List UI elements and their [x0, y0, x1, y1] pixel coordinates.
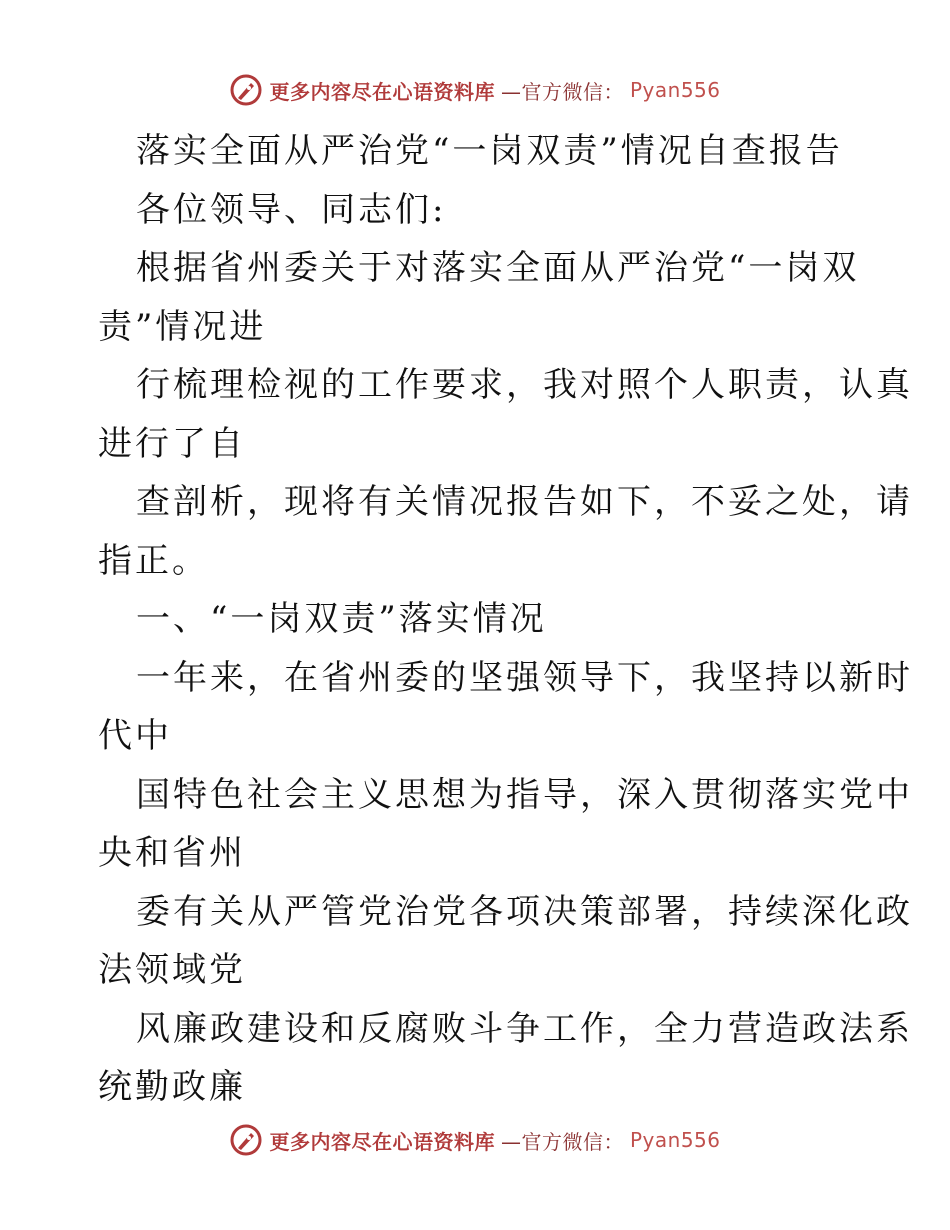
paragraph-line: 根据省州委关于对落实全面从严治党“一岗双 [136, 248, 860, 288]
pen-logo-icon [229, 1123, 263, 1157]
footer-banner [0, 1120, 950, 1160]
paragraph-line: 法领域党 [98, 950, 246, 990]
paragraph-line: 风廉政建设和反腐败斗争工作，全力营造政法系 [136, 1008, 913, 1049]
paragraph-line: 委有关从严管党治党各项决策部署，持续深化政 [136, 891, 913, 932]
section-heading: 一、“一岗双责”落实情况 [136, 599, 547, 639]
paragraph-line: 查剖析，现将有关情况报告如下，不妥之处，请 [136, 482, 913, 522]
paragraph-line: 一年来，在省州委的坚强领导下，我坚持以新时 [136, 657, 913, 698]
paragraph-line: 进行了自 [98, 423, 246, 464]
banner-text-id: Pyan556 [629, 78, 721, 102]
paragraph-line: 行梳理检视的工作要求，我对照个人职责，认真 [136, 365, 913, 405]
paragraph-line: 代中 [98, 716, 172, 756]
paragraph-line: 指正。 [98, 540, 209, 581]
paragraph-line: 统勤政廉 [98, 1067, 246, 1107]
banner-text-wechat: —官方微信： [500, 1129, 624, 1154]
pen-logo-icon [229, 73, 263, 107]
banner-text-main: 更多内容尽在心语资料库 [269, 1129, 495, 1154]
salutation: 各位领导、同志们: [136, 189, 447, 230]
banner-text-main: 更多内容尽在心语资料库 [269, 79, 495, 104]
banner-text-id: Pyan556 [629, 1128, 721, 1152]
banner-text-wechat: —官方微信： [500, 79, 624, 104]
paragraph-line: 国特色社会主义思想为指导，深入贯彻落实党中 [136, 774, 913, 815]
document-title: 落实全面从严治党“一岗双责”情况自查报告 [136, 131, 843, 171]
paragraph-line: 央和省州 [98, 833, 246, 873]
document-body [98, 122, 913, 1117]
header-banner [0, 70, 950, 110]
paragraph-line: 责”情况进 [98, 306, 267, 347]
